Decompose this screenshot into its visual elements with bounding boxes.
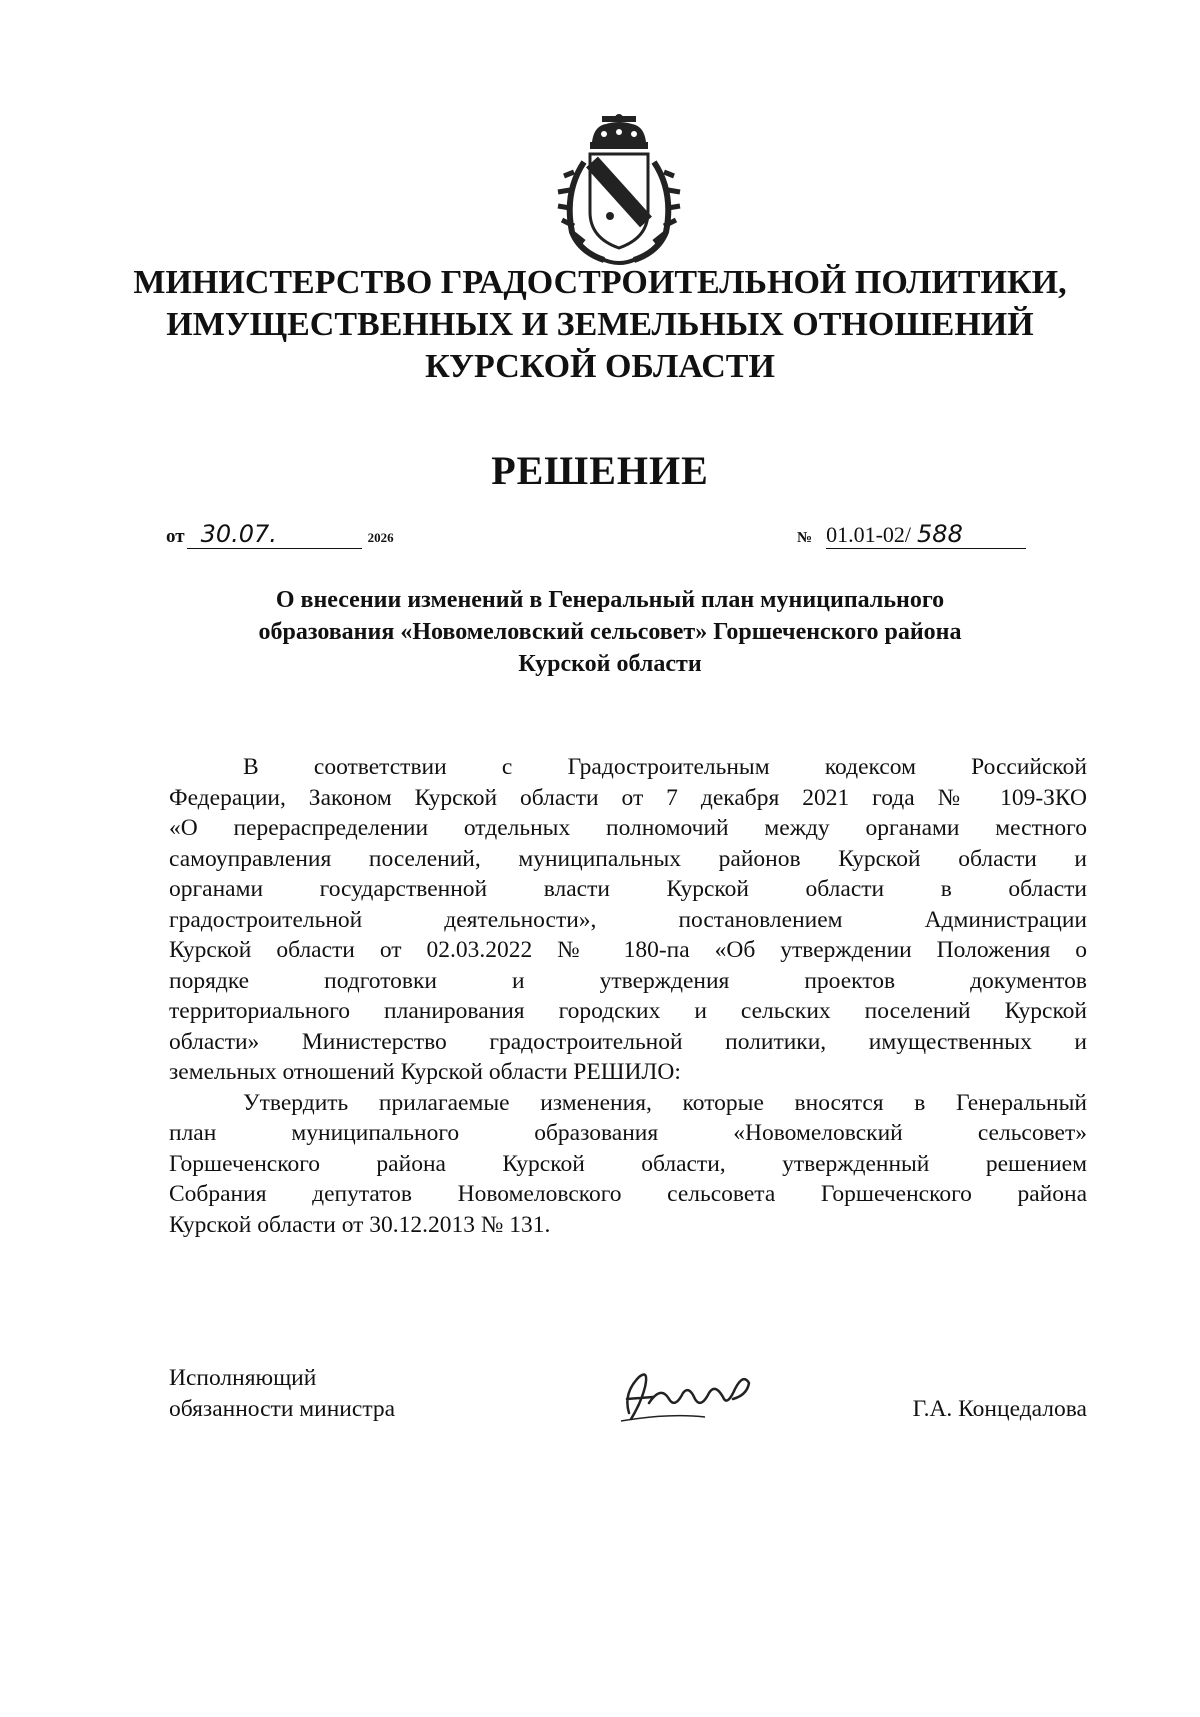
signatory-title-line: Исполняющий (169, 1365, 317, 1391)
document-type-title: РЕШЕНИЕ (491, 448, 709, 493)
subject-line: образования «Новомеловский сельсовет» Горшеченского района (258, 619, 962, 645)
coat-of-arms-icon (544, 112, 694, 268)
number-field (826, 520, 1026, 549)
body-line: земельных отношений Курской области РЕШИЛО: (169, 1059, 681, 1085)
document-date (166, 520, 394, 549)
ministry-line: КУРСКОЙ ОБЛАСТИ (425, 348, 775, 385)
body-line: Федерации, Законом Курской области от 7 декабря 2021 года № 109-ЗКО (169, 784, 1087, 811)
body-line: порядке подготовки и утверждения проектов документов (169, 967, 1087, 994)
signature-block (169, 1363, 1087, 1433)
body-line: Курской области от 02.03.2022 № 180-па «Об утверждении Положения о (169, 937, 1087, 963)
date-prefix: от (166, 526, 185, 547)
ministry-line: МИНИСТЕРСТВО ГРАДОСТРОИТЕЛЬНОЙ ПОЛИТИКИ, (133, 264, 1067, 301)
signatory-title (169, 1363, 395, 1425)
document-number (797, 520, 1026, 549)
body-line: Курской области от 30.12.2013 № 131. (169, 1211, 551, 1238)
body-line: В соответствии с Градостроительным кодексом Российской (243, 754, 1087, 780)
document-body (169, 752, 1087, 1240)
body-line: территориального планирования городских и сельских поселений Курской (169, 998, 1087, 1024)
subject-line: О внесении изменений в Генеральный план муниципального (275, 587, 945, 613)
signatory-title-line: обязанности министра (169, 1396, 396, 1422)
subject-line: Курской области (518, 651, 702, 677)
handwritten-signature-icon (609, 1363, 759, 1425)
number-handwritten: 588 (917, 520, 963, 548)
body-line: области» Министерство градостроительной политики, имущественных и (169, 1028, 1087, 1055)
body-line: план муниципального образования «Новомеловский сельсовет» (169, 1120, 1087, 1146)
number-sign: № (797, 530, 813, 546)
number-printed: 01.01-02/ (826, 522, 912, 547)
body-line: Горшеченского района Курской области, утвержденный решением (169, 1150, 1087, 1177)
ministry-line: ИМУЩЕСТВЕННЫХ И ЗЕМЕЛЬНЫХ ОТНОШЕНИЙ (166, 306, 1034, 343)
body-line: самоуправления поселений, муниципальных районов Курской области и (169, 845, 1087, 872)
body-line: органами государственной власти Курской области в области (169, 876, 1087, 902)
signatory-name: Г.А. Концедалова (912, 1396, 1087, 1422)
document-subject (150, 584, 1070, 680)
body-line: градостроительной деятельности», постановлением Администрации (169, 906, 1087, 933)
date-year: 2026 (367, 530, 394, 545)
ministry-name (120, 262, 1080, 388)
body-line: Собрания депутатов Новомеловского сельсовета Горшеченского района (169, 1181, 1087, 1207)
body-line: «О перераспределении отдельных полномочий между органами местного (169, 815, 1087, 841)
body-line: Утвердить прилагаемые изменения, которые вносятся в Генеральный (243, 1089, 1087, 1116)
date-handwritten: 30.07. (187, 520, 362, 549)
